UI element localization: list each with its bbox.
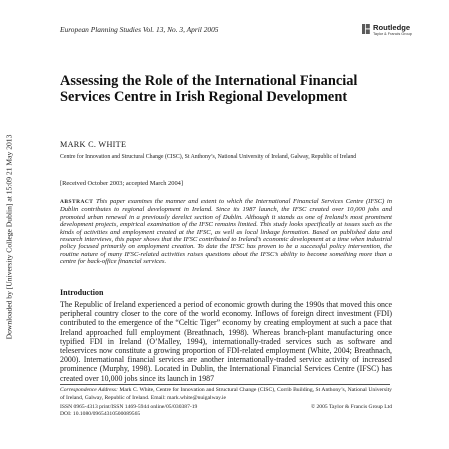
publisher-tagline: Taylor & Francis Group xyxy=(373,32,412,36)
abstract-label: ABSTRACT xyxy=(60,199,94,205)
introduction-paragraph: The Republic of Ireland experienced a period of economic growth during the 1990s that moved this once peripheral country closer to the core of the world economy. Inflows of foreign direct investment (FDI) contributed to the emergence of the “Celtic Tiger” economy by creating employment at such a pace that Ireland approached full employment (Breathnach, 1998). Whereas branch-plant manufacturing once typified FDI in Ireland (O’Malley, 1994), internationally-traded services such as software and teleservices now constitute a growing proportion of FDI-related employment (White, 2004; Breathnach, 2000). International financial services are another internationally-traded service activity of increased prominence (Murphy, 1998). Located in Dublin, the International Financial Services Centre (IFSC) has created over 10,000 jobs since its launch in 1987 xyxy=(60,300,392,383)
download-notice xyxy=(2,112,16,362)
correspondence-label: Correspondence Address: xyxy=(60,387,118,393)
article-title: Assessing the Role of the International Financial Services Centre in Irish Regional Development xyxy=(60,73,358,105)
abstract xyxy=(60,198,392,266)
abstract-text: This paper examines the manner and extent to which the International Financial Services Centre (IFSC) in Dublin contributes to regional development in Ireland. Since its 1987 launch, the IFSC created over 10,000 jobs and promoted urban renewal in a previously derelict section of Dublin. Although it stands as one of Ireland’s most prominent development projects, empirical examination of the IFSC remains limited. This study looks specifically at issues such as the kinds of activities and employment created at the IFSC, as well as local linkage formation. Based on published data and research interviews, this paper shows that the IFSC contributed to Ireland’s economic development at a time when industrial policy focused primarily on employment creation. To date the IFSC has proven to be a successful policy intervention, the routine nature of many IFSC-related activities raises questions about the IFSC’s ability to become something more than a centre for back-office financial services. xyxy=(60,198,392,266)
section-heading-introduction: Introduction xyxy=(60,288,104,297)
publisher-logo xyxy=(362,20,422,42)
footnote-divider xyxy=(60,384,390,385)
publication-info xyxy=(60,404,392,419)
copyright-notice: © 2005 Taylor & Francis Group Ltd xyxy=(310,404,392,410)
issn-line: ISSN 0965-4313 print/ISSN 1469-5944 online/05/030387-19 xyxy=(60,404,198,410)
received-dates: [Received October 2003; accepted March 2004] xyxy=(60,180,183,187)
author-name: MARK C. WHITE xyxy=(60,140,127,149)
correspondence-address xyxy=(60,387,392,402)
doi-line: DOI: 10.1080/09654310500089565 xyxy=(60,411,141,418)
correspondence-text: Mark C. White, Centre for Innovation and Structural Change (CISC), Corrib Building, St Anthony’s, National University of Ireland, Galway, Republic of Ireland. Email: mark.white@nuigalway.ie xyxy=(60,387,392,401)
download-notice-text: Downloaded by [University College Dublin] at 15:09 21 May 2013 xyxy=(4,134,14,340)
publisher-name: Routledge xyxy=(373,23,411,32)
routledge-logo-icon xyxy=(362,24,370,34)
journal-header: European Planning Studies Vol. 13, No. 3, April 2005 xyxy=(60,25,219,34)
author-affiliation: Centre for Innovation and Structural Change (CISC), St Anthony’s, National University of Ireland, Galway, Republic of Ireland xyxy=(60,154,357,160)
